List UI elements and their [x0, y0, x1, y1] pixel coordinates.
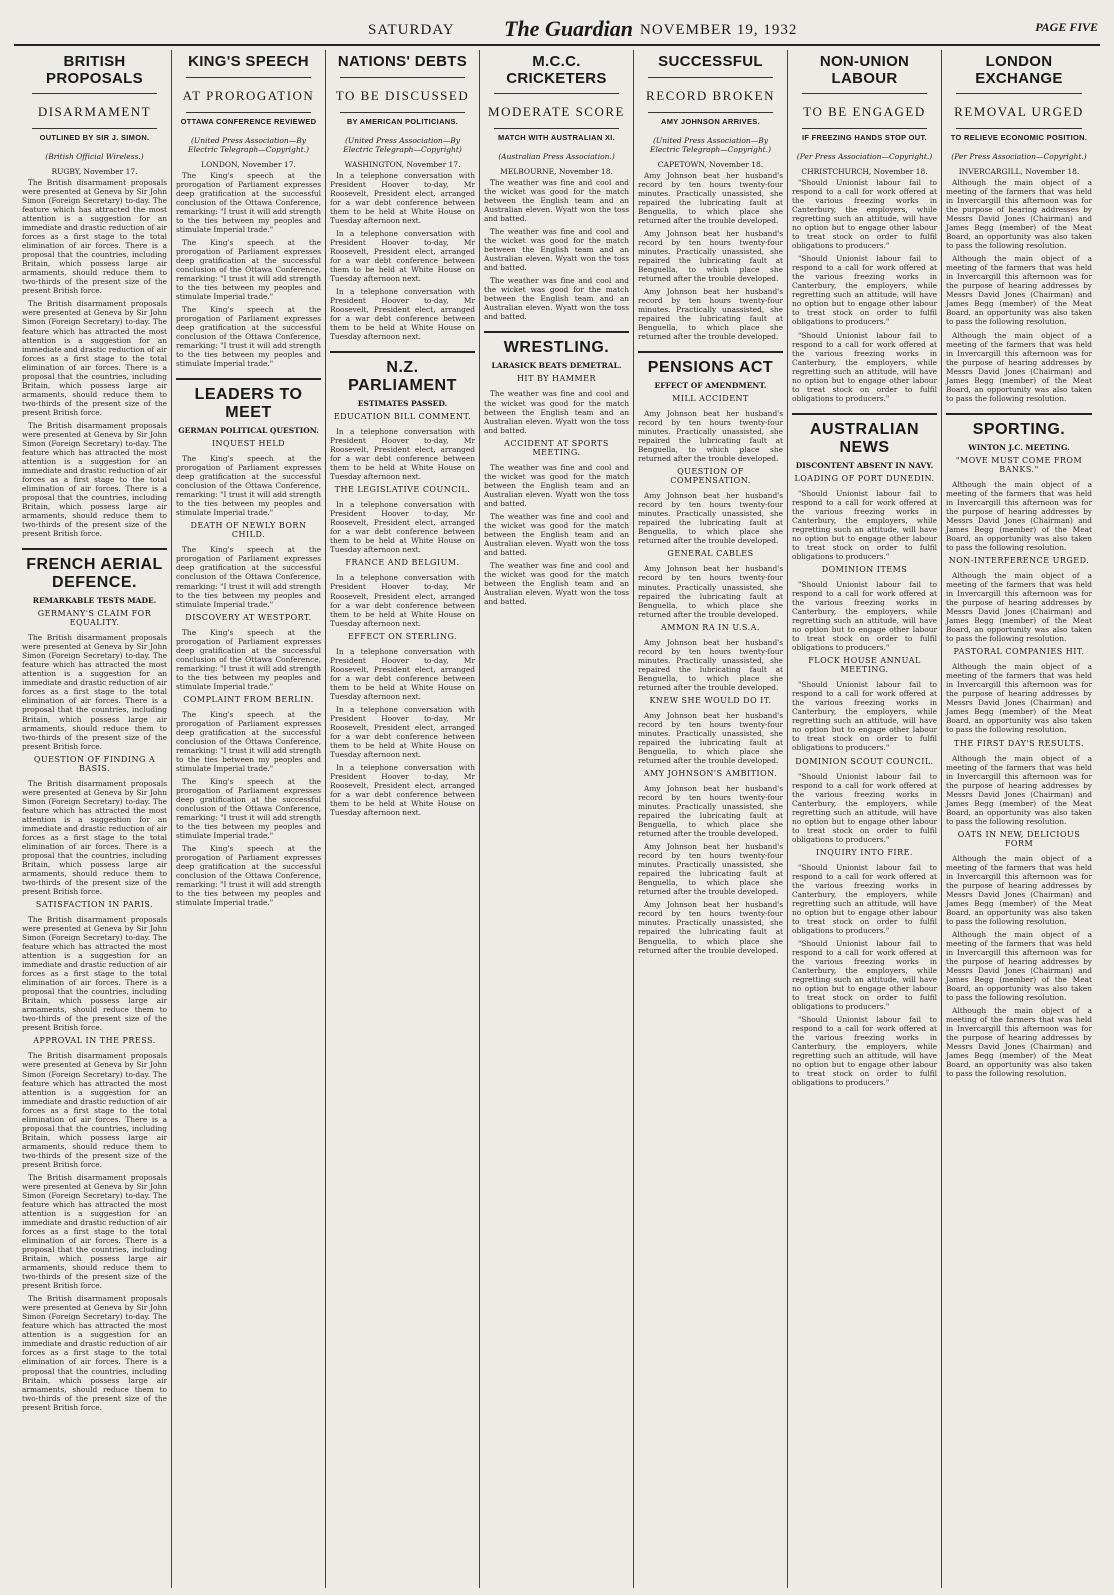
sub-headline: OATS IN NEW, DELICIOUS FORM [957, 829, 1081, 848]
rule [494, 128, 619, 129]
article-body: The British disarmament proposals were presented at Geneva by Sir John Simon (Foreign Secretary) to-day. The feature which has attracted the most attention is a suggestion for an immediate and drastic reduction of air forces as a first stage to the total elimination of air forces. There is a proposal that the countries, including Britain, which possess large air armaments, should reduce them to two-thirds of the present size of the present British force. [22, 299, 167, 417]
headline: LONDON EXCHANGE [975, 53, 1063, 87]
article-body: Although the main object of a meeting of the farmers that was held in Invercargill this afternoon was for the purpose of hearing addresses by Messrs David Jones (Chairman) and James Begg (member) of the Meat Board, an opportunity was also taken to pass the following resolution. [946, 178, 1092, 251]
article-body: Although the main object of a meeting of the farmers that was held in Invercargill this afternoon was for the purpose of hearing addresses by Messrs David Jones (Chairman) and James Begg (member) of the Meat Board, an opportunity was also taken to pass the following resolution. [946, 930, 1092, 1003]
section-note: LARASICK BEATS DEMETRAL. [491, 361, 622, 371]
credit-line: (United Press Association—By Electric Telegraph—Copyright.) [187, 135, 309, 154]
sub-headline: "MOVE MUST COME FROM BANKS." [955, 455, 1083, 474]
deck: TO BE ENGAGED [803, 104, 926, 119]
article-body: In a telephone conversation with President Hoover to-day, Mr Roosevelt, President elect, arranged for a war debt conference between them to be held at White House on Tuesday afternoon next. [330, 646, 475, 701]
sub-headline: QUESTION OF COMPENSATION. [670, 467, 751, 486]
deck: TO BE DISCUSSED [335, 87, 470, 103]
rule [802, 93, 927, 94]
article-body: The weather was fine and cool and the wicket was good for the match between the English team and an Australian eleven. Wyatt won the toss and batted. [484, 511, 629, 557]
article-body: Amy Johnson beat her husband's record by ten hours twenty-four minutes. Practically unassisted, she repaired the lubricating fault at Benguella, to which place she returned after the trouble developed. [638, 784, 783, 839]
subheading: TO RELIEVE ECONOMIC POSITION. [950, 133, 1088, 142]
article-body: Although the main object of a meeting of the farmers that was held in Invercargill this afternoon was for the purpose of hearing addresses by Messrs David Jones (Chairman) and James Begg (member) of the Meat Board, an opportunity was also taken to pass the following resolution. [946, 330, 1092, 403]
sub-headline: COMPLAINT FROM BERLIN. [183, 694, 314, 704]
article-body: "Should Unionist labour fail to respond to a call for work offered at the various freezing works in Canterbury, the employers, while regretting such an attitude, will have no option but to engage other labour to treat stock on order to fulfil obligations to producers." [792, 488, 937, 561]
section-note: EFFECT OF AMENDMENT. [654, 381, 767, 391]
article-body: In a telephone conversation with President Hoover to-day, Mr Roosevelt, President elect, arranged for a war debt conference between them to be held at White House on Tuesday afternoon next. [330, 228, 475, 283]
article-body: The British disarmament proposals were presented at Geneva by Sir John Simon (Foreign Secretary) to-day. The feature which has attracted the most attention is a suggestion for an immediate and drastic reduction of air forces as a first stage to the total elimination of air forces. There is a proposal that the countries, including Britain, which possess large air armaments, should reduce them to two-thirds of the present size of the present British force. [22, 1294, 167, 1412]
article-body: The King's speech at the prorogation of Parliament expresses deep gratification at the successful conclusion of the Ottawa Conference, remarking: "I trust it will add strength to the ties between my peoples and stimulate Imperial trade." [176, 777, 321, 841]
headline: SUCCESSFUL [658, 53, 763, 70]
section-headline: N.Z. PARLIAMENT [330, 351, 475, 395]
dateline: LONDON, November 17. [201, 159, 296, 169]
article-body: "Should Unionist labour fail to respond to a call for work offered at the various freezing works in Canterbury, the employers, while regretting such an attitude, will have no option but to engage other labour to treat stock on order to fulfil obligations to producers." [792, 330, 937, 403]
sub-headline: QUESTION OF FINDING A BASIS. [33, 754, 156, 773]
article-body: The British disarmament proposals were presented at Geneva by Sir John Simon (Foreign Secretary) to-day. The feature which has attracted the most attention is a suggestion for an immediate and drastic reduction of air forces as a first stage to the total elimination of air forces. There is a proposal that the countries, including Britain, which possess large air armaments, should reduce them to two-thirds of the present size of the present British force. [22, 178, 167, 296]
headline: M.C.C. CRICKETERS [506, 53, 607, 87]
rule [648, 77, 773, 78]
rule [494, 93, 619, 94]
article-body: Although the main object of a meeting of the farmers that was held in Invercargill this afternoon was for the purpose of hearing addresses by Messrs David Jones (Chairman) and James Begg (member) of the Meat Board, an opportunity was also taken to pass the following resolution. [946, 254, 1092, 327]
sub-headline: FLOCK HOUSE ANNUAL MEETING. [808, 656, 921, 675]
article-body: In a telephone conversation with President Hoover to-day, Mr Roosevelt, President elect, arranged for a war debt conference between them to be held at White House on Tuesday afternoon next. [330, 704, 475, 759]
credit-line: (United Press Association—By Electric Telegraph—Copyright.) [649, 135, 771, 154]
article-body: Amy Johnson beat her husband's record by ten hours twenty-four minutes. Practically unassisted, she repaired the lubricating fault at Benguella, to which place she returned after the trouble developed. [638, 564, 783, 619]
article-body: The King's speech at the prorogation of Parliament expresses deep gratification at the successful conclusion of the Ottawa Conference, remarking: "I trust it will add strength to the ties between my peoples and stimulate Imperial trade." [176, 709, 321, 773]
sub-headline: NON-INTERFERENCE URGED. [948, 556, 1090, 565]
sub-headline: DOMINION SCOUT COUNCIL. [795, 756, 934, 766]
article-body: "Should Unionist labour fail to respond to a call for work offered at the various freezing works in Canterbury, the employers, while regretting such an attitude, will have no option but to engage other labour to treat stock on order to fulfil obligations to producers." [792, 254, 937, 327]
article-body: The weather was fine and cool and the wicket was good for the match between the English team and an Australian eleven. Wyatt won the toss and batted. [484, 462, 629, 508]
article-body: The King's speech at the prorogation of Parliament expresses deep gratification at the successful conclusion of the Ottawa Conference, remarking: "I trust it will add strength to the ties between my peoples and stimulate Imperial trade." [176, 237, 321, 301]
article-body: Amy Johnson beat her husband's record by ten hours twenty-four minutes. Practically unassisted, she repaired the lubricating fault at Benguella, to which place she returned after the trouble developed. [638, 491, 783, 546]
section-note: REMARKABLE TESTS MADE. [32, 596, 157, 606]
rule [802, 128, 927, 129]
headline: KING'S SPEECH [188, 53, 309, 70]
column-5 [634, 50, 788, 1588]
article-body: Amy Johnson beat her husband's record by ten hours twenty-four minutes. Practically unassisted, she repaired the lubricating fault at Benguella, to which place she returned after the trouble developed. [638, 286, 783, 342]
sub-headline: GENERAL CABLES [667, 549, 754, 559]
article-body: In a telephone conversation with President Hoover to-day, Mr Roosevelt, President elect, arranged for a war debt conference between them to be held at White House on Tuesday afternoon next. [330, 500, 475, 555]
column-1 [18, 50, 172, 1588]
column-3 [326, 50, 480, 1588]
rule [186, 77, 311, 78]
sub-headline: EDUCATION BILL COMMENT. [333, 412, 472, 422]
article-body: The King's speech at the prorogation of Parliament expresses deep gratification at the successful conclusion of the Ottawa Conference, remarking: "I trust it will add strength to the ties between my peoples and stimulate Imperial trade." [176, 454, 321, 518]
column-2 [172, 50, 326, 1588]
article-body: In a telephone conversation with President Hoover to-day, Mr Roosevelt, President elect, arranged for a war debt conference between them to be held at White House on Tuesday afternoon next. [330, 573, 475, 628]
article-body: Amy Johnson beat her husband's record by ten hours twenty-four minutes. Practically unassisted, she repaired the lubricating fault at Benguella, to which place she returned after the trouble developed. [638, 228, 783, 283]
article-body: The British disarmament proposals were presented at Geneva by Sir John Simon (Foreign Secretary) to-day. The feature which has attracted the most attention is a suggestion for an immediate and drastic reduction of air forces as a first stage to the total elimination of air forces. There is a proposal that the countries, including Britain, which possess large air armaments, should reduce them to two-thirds of the present size of the present British force. [22, 1051, 167, 1169]
sub-headline: ACCIDENT AT SPORTS MEETING. [504, 438, 609, 457]
sub-headline: SATISFACTION IN PARIS. [35, 900, 154, 910]
article-body: The British disarmament proposals were presented at Geneva by Sir John Simon (Foreign Secretary) to-day. The feature which has attracted the most attention is a suggestion for an immediate and drastic reduction of air forces as a first stage to the total elimination of air forces. There is a proposal that the countries, including Britain, which possess large air armaments, should reduce them to two-thirds of the present size of the present British force. [22, 778, 167, 896]
article-body: The King's speech at the prorogation of Parliament expresses deep gratification at the successful conclusion of the Ottawa Conference, remarking: "I trust it will add strength to the ties between my peoples and stimulate Imperial trade." [176, 170, 321, 234]
sub-headline: DEATH OF NEWLY BORN CHILD. [190, 521, 307, 540]
headline: BRITISH PROPOSALS [46, 53, 143, 87]
sub-headline: PASTORAL COMPANIES HIT. [953, 647, 1085, 657]
sub-headline: AMY JOHNSON'S AMBITION. [643, 769, 778, 778]
masthead [14, 16, 1100, 46]
sub-headline: AMMON RA IN U.S.A. [661, 622, 760, 632]
deck: REMOVAL URGED [954, 104, 1084, 119]
headline: NON-UNION LABOUR [819, 53, 910, 87]
article-body: Although the main object of a meeting of the farmers that was held in Invercargill this afternoon was for the purpose of hearing addresses by Messrs David Jones (Chairman) and James Begg (member) of the Meat Board, an opportunity was also taken to pass the following resolution. [946, 1006, 1092, 1079]
page-number: PAGE FIVE [1035, 20, 1098, 34]
article-body: Amy Johnson beat her husband's record by ten hours twenty-four minutes. Practically unassisted, she repaired the lubricating fault at Benguella, to which place she returned after the trouble developed. [638, 842, 783, 897]
rule [340, 77, 465, 78]
article-body: In a telephone conversation with President Hoover to-day, Mr Roosevelt, President elect, arranged for a war debt conference between them to be held at White House on Tuesday afternoon next. [330, 286, 475, 342]
article-body: Amy Johnson beat her husband's record by ten hours twenty-four minutes. Practically unassisted, she repaired the lubricating fault at Benguella, to which place she returned after the trouble developed. [638, 710, 783, 765]
section-note: ESTIMATES PASSED. [357, 399, 448, 409]
article-body: The British disarmament proposals were presented at Geneva by Sir John Simon (Foreign Secretary) to-day. The feature which has attracted the most attention is a suggestion for an immediate and drastic reduction of air forces as a first stage to the total elimination of air forces. There is a proposal that the countries, including Britain, which possess large air armaments, should reduce them to two-thirds of the present size of the present British force. [22, 633, 167, 751]
section-note: DISCONTENT ABSENT IN NAVY. [795, 460, 934, 470]
article-body: Although the main object of a meeting of the farmers that was held in Invercargill this afternoon was for the purpose of hearing addresses by Messrs David Jones (Chairman) and James Begg (member) of the Meat Board, an opportunity was also taken to pass the following resolution. [946, 571, 1092, 644]
article-body: The King's speech at the prorogation of Parliament expresses deep gratification at the successful conclusion of the Ottawa Conference, remarking: "I trust it will add strength to the ties between my peoples and stimulate Imperial trade." [176, 545, 321, 609]
column-6 [788, 50, 942, 1588]
credit-line: (United Press Association—By Electric Telegraph—Copyright) [343, 135, 462, 154]
article-body: In a telephone conversation with President Hoover to-day, Mr Roosevelt, President elect, arranged for a war debt conference between them to be held at White House on Tuesday afternoon next. [330, 170, 475, 225]
deck: MODERATE SCORE [488, 104, 625, 119]
article-body: Amy Johnson beat her husband's record by ten hours twenty-four minutes. Practically unassisted, she repaired the lubricating fault at Benguella, to which place she returned after the trouble developed. [638, 637, 783, 692]
article-body: The weather was fine and cool and the wicket was good for the match between the English team and an Australian eleven. Wyatt won the toss and batted. [484, 560, 629, 607]
article-body: "Should Unionist labour fail to respond to a call for work offered at the various freezing works in Canterbury, the employers, while regretting such an attitude, will have no option but to engage other labour to treat stock on order to fulfil obligations to producers." [792, 771, 937, 844]
article-body: "Should Unionist labour fail to respond to a call for work offered at the various freezing works in Canterbury, the employers, while regretting such an attitude, will have no option but to engage other labour to treat stock on order to fulfil obligations to producers." [792, 1015, 937, 1088]
dateline: WASHINGTON, November 17. [344, 159, 461, 169]
article-body: The weather was fine and cool and the wicket was good for the match between the English team and an Australian eleven. Wyatt won the toss and batted. [484, 227, 629, 273]
article-body: Although the main object of a meeting of the farmers that was held in Invercargill this afternoon was for the purpose of hearing addresses by Messrs David Jones (Chairman) and James Begg (member) of the Meat Board, an opportunity was also taken to pass the following resolution. [946, 479, 1092, 552]
credit-line: (British Official Wireless.) [45, 152, 144, 161]
rule [32, 93, 157, 94]
sub-headline: MILL ACCIDENT [672, 394, 749, 404]
article-body: "Should Unionist labour fail to respond to a call for work offered at the various freezing works in Canterbury, the employers, while regretting such an attitude, will have no option but to engage other labour to treat stock on order to fulfil obligations to producers." [792, 178, 937, 251]
article-body: The British disarmament proposals were presented at Geneva by Sir John Simon (Foreign Secretary) to-day. The feature which has attracted the most attention is a suggestion for an immediate and drastic reduction of air forces as a first stage to the total elimination of air forces. There is a proposal that the countries, including Britain, which possess large air armaments, should reduce them to two-thirds of the present size of the present British force. [22, 1172, 167, 1291]
section-note: GERMAN POLITICAL QUESTION. [178, 426, 319, 436]
masthead-day: SATURDAY [368, 22, 455, 38]
dateline: INVERCARGILL, November 18. [958, 167, 1080, 176]
rule [340, 112, 465, 113]
dateline: CAPETOWN, November 18. [657, 159, 764, 169]
credit-line: (Per Press Association—Copyright.) [796, 152, 933, 161]
sub-headline: LOADING OF PORT DUNEDIN. [794, 473, 935, 483]
article-body: "Should Unionist labour fail to respond to a call for work offered at the various freezing works in Canterbury, the employers, while regretting such an attitude, will have no option but to engage other labour to treat stock on order to fulfil obligations to producers." [792, 580, 937, 653]
article-body: Amy Johnson beat her husband's record by ten hours twenty-four minutes. Practically unassisted, she repaired the lubricating fault at Benguella, to which place she returned after the trouble developed. [638, 900, 783, 955]
article-body: In a telephone conversation with President Hoover to-day, Mr Roosevelt, President elect, arranged for a war debt conference between them to be held at White House on Tuesday afternoon next. [330, 763, 475, 818]
sub-headline: DOMINION ITEMS [821, 565, 908, 574]
section-headline: SPORTING. [946, 413, 1092, 439]
rule [648, 112, 773, 113]
sub-headline: EFFECT ON STERLING. [347, 631, 458, 641]
dateline: CHRISTCHURCH, November 18. [801, 167, 928, 176]
article-body: "Should Unionist labour fail to respond to a call for work offered at the various freezing works in Canterbury, the employers, while regretting such an attitude, will have no option but to engage other labour to treat stock on order to fulfil obligations to producers." [792, 680, 937, 753]
sub-headline: INQUEST HELD [211, 439, 286, 449]
sub-headline: INQUIRY INTO FIRE. [816, 847, 913, 857]
section-headline: PENSIONS ACT [638, 351, 783, 377]
masthead-date: NOVEMBER 19, 1932 [640, 22, 798, 38]
rule [186, 112, 311, 113]
article-body: The King's speech at the prorogation of Parliament expresses deep gratification at the successful conclusion of the Ottawa Conference, remarking: "I trust it will add strength to the ties between my peoples and stimulate Imperial trade." [176, 304, 321, 369]
section-note: WINTON J.C. MEETING. [968, 442, 1070, 452]
sub-headline: KNEW SHE WOULD DO IT. [649, 695, 772, 705]
article-body: The British disarmament proposals were presented at Geneva by Sir John Simon (Foreign Secretary) to-day. The feature which has attracted the most attention is a suggestion for an immediate and drastic reduction of air forces as a first stage to the total elimination of air forces. There is a proposal that the countries, including Britain, which possess large air armaments, should reduce them to two-thirds of the present size of the present British force. [22, 915, 167, 1033]
article-body: Although the main object of a meeting of the farmers that was held in Invercargill this afternoon was for the purpose of hearing addresses by Messrs David Jones (Chairman) and James Begg (member) of the Meat Board, an opportunity was also taken to pass the following resolution. [946, 662, 1092, 735]
rule [956, 93, 1082, 94]
article-body: The weather was fine and cool and the wicket was good for the match between the English team and an Australian eleven. Wyatt won the toss and batted. [484, 276, 629, 322]
article-body: "Should Unionist labour fail to respond to a call for work offered at the various freezing works in Canterbury, the employers, while regretting such an attitude, will have no option but to engage other labour to treat stock on order to fulfil obligations to producers." [792, 862, 937, 935]
column-4 [480, 50, 634, 1588]
article-body: The weather was fine and cool and the wicket was good for the match between the English team and an Australian eleven. Wyatt won the toss and batted. [484, 178, 629, 224]
article-body: Amy Johnson beat her husband's record by ten hours twenty-four minutes. Practically unassisted, she repaired the lubricating fault at Benguella, to which place she returned after the trouble developed. [638, 409, 783, 464]
article-body: "Should Unionist labour fail to respond to a call for work offered at the various freezing works in Canterbury, the employers, while regretting such an attitude, will have no option but to engage other labour to treat stock on order to fulfil obligations to producers." [792, 939, 937, 1012]
section-headline: FRENCH AERIAL DEFENCE. [22, 548, 167, 592]
article-body: The King's speech at the prorogation of Parliament expresses deep gratification at the successful conclusion of the Ottawa Conference, remarking: "I trust it will add strength to the ties between my peoples and stimulate Imperial trade." [176, 627, 321, 691]
credit-line: (Australian Press Association.) [498, 152, 615, 161]
sub-headline: GERMANY'S CLAIM FOR EQUALITY. [37, 609, 152, 628]
deck: DISARMAMENT [37, 104, 152, 119]
dateline: RUGBY, November 17. [51, 167, 138, 176]
masthead-title: The Guardian [504, 16, 633, 41]
deck: RECORD BROKEN [646, 87, 775, 103]
article-body: The weather was fine and cool and the wicket was good for the match between the English team and an Australian eleven. Wyatt won the toss and batted. [484, 389, 629, 435]
sub-headline: THE LEGISLATIVE COUNCIL. [334, 485, 471, 495]
columns [18, 50, 1100, 1588]
article-body: Amy Johnson beat her husband's record by ten hours twenty-four minutes. Practically unassisted, she repaired the lubricating fault at Benguella, to which place she returned after the trouble developed. [638, 170, 783, 225]
subheading: AMY JOHNSON ARRIVES. [661, 116, 760, 126]
subheading: IF FREEZING HANDS STOP OUT. [802, 133, 927, 142]
article-body: The British disarmament proposals were presented at Geneva by Sir John Simon (Foreign Secretary) to-day. The feature which has attracted the most attention is a suggestion for an immediate and drastic reduction of air forces as a first stage to the total elimination of air forces. There is a proposal that the countries, including Britain, which possess large air armaments, should reduce them to two-thirds of the present size of the present British force. [22, 420, 167, 539]
deck: AT PROROGATION [182, 87, 315, 103]
sub-headline: DISCOVERY AT WESTPORT. [185, 612, 312, 622]
article-body: In a telephone conversation with President Hoover to-day, Mr Roosevelt, President elect, arranged for a war debt conference between them to be held at White House on Tuesday afternoon next. [330, 427, 475, 482]
headline: NATIONS' DEBTS [337, 53, 468, 70]
section-headline: AUSTRALIAN NEWS [792, 413, 937, 457]
subheading: BY AMERICAN POLITICIANS. [346, 116, 459, 126]
sub-headline: APPROVAL IN THE PRESS. [33, 1036, 156, 1046]
article-body: The King's speech at the prorogation of Parliament expresses deep gratification at the successful conclusion of the Ottawa Conference, remarking: "I trust it will add strength to the ties between my peoples and stimulate Imperial trade." [176, 844, 321, 908]
dateline: MELBOURNE, November 18. [500, 167, 613, 176]
subheading: MATCH WITH AUSTRALIAN XI. [497, 133, 616, 142]
article-body: Although the main object of a meeting of the farmers that was held in Invercargill this afternoon was for the purpose of hearing addresses by Messrs David Jones (Chairman) and James Begg (member) of the Meat Board, an opportunity was also taken to pass the following resolution. [946, 753, 1092, 826]
credit-line: (Per Press Association—Copyright.) [951, 152, 1087, 161]
section-headline: LEADERS TO MEET [176, 378, 321, 422]
section-headline: WRESTLING. [484, 331, 629, 357]
sub-headline: THE FIRST DAY'S RESULTS. [954, 738, 1084, 748]
rule [32, 128, 157, 129]
article-body: Although the main object of a meeting of the farmers that was held in Invercargill this afternoon was for the purpose of hearing addresses by Messrs David Jones (Chairman) and James Begg (member) of the Meat Board, an opportunity was also taken to pass the following resolution. [946, 853, 1092, 926]
sub-headline: HIT BY HAMMER [516, 374, 597, 384]
column-7 [942, 50, 1096, 1588]
rule [956, 128, 1082, 129]
subheading: OTTAWA CONFERENCE REVIEWED [180, 116, 317, 126]
sub-headline: FRANCE AND BELGIUM. [345, 558, 460, 568]
subheading: OUTLINED BY SIR J. SIMON. [39, 133, 150, 142]
